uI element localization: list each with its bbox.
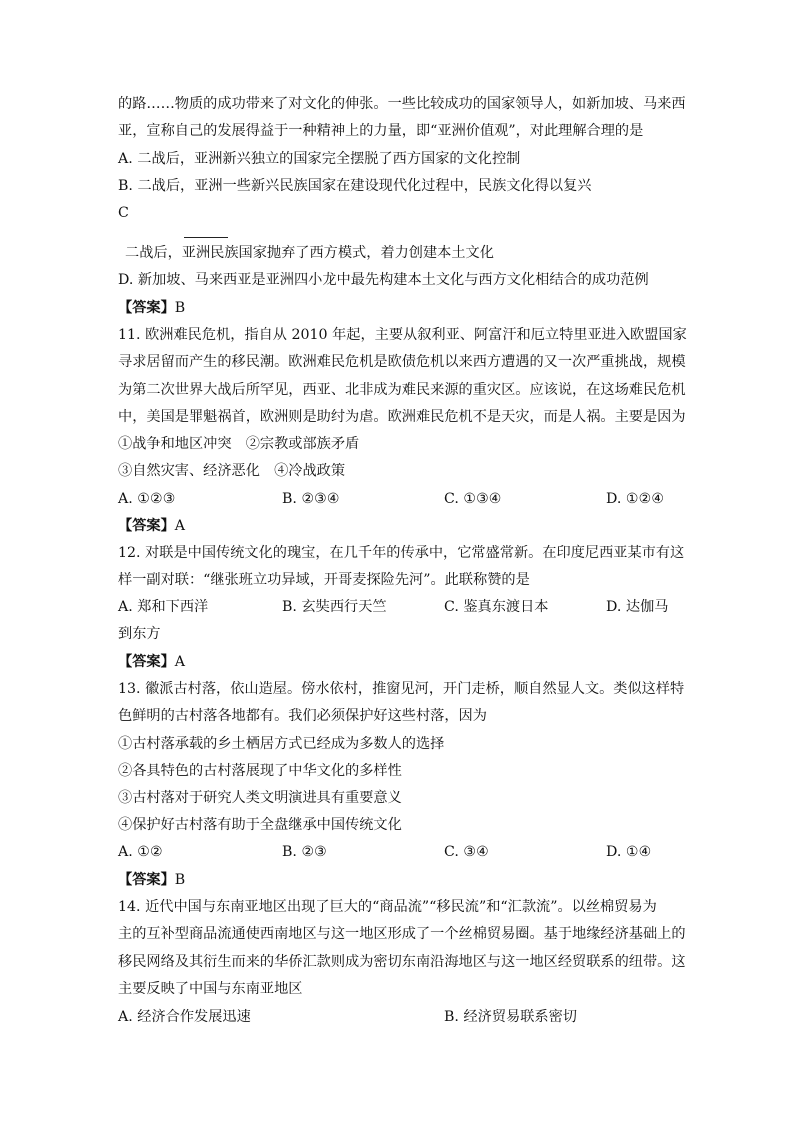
q11-option-b: B. ②③④ [282, 491, 340, 507]
q13-stem-line-2: 色鲜明的古村落各地都有。我们必须保护好这些村落，因为 [118, 708, 487, 724]
q11-item-line-1: ①战争和地区冲突 ②宗教或部族矛盾 [118, 436, 360, 452]
q10-answer [118, 298, 185, 318]
q11-option-d: D. ①②④ [606, 491, 665, 507]
q14-stem-line-3: 移民网络及其衍生而来的华侨汇款则成为密切东南沿海地区与这一地区经贸联系的纽带。这 [118, 954, 686, 970]
q13-stem-line-1: 13. 徽派古村落，依山造屋。傍水依村，推窗见河，开门走桥，顺自然显人文。类似这样特 [118, 681, 685, 697]
q10-option-c-text: 二战后，亚洲民族国家抛弃了西方模式，着力创建本土文化 [125, 245, 494, 261]
q14-option-b: B. 经济贸易联系密切 [444, 1009, 577, 1025]
q12-option-b: B. 玄奘西行天竺 [282, 599, 387, 615]
answer-label: 【答案】 [118, 654, 175, 670]
q12-option-d-continued: 到东方 [118, 626, 161, 642]
q10-option-d: D. 新加坡、马来西亚是亚洲四小龙中最先构建本土文化与西方文化相结合的成功范例 [118, 272, 649, 288]
answer-value: A [174, 518, 186, 534]
q11-stem-line-2: 寻求居留而产生的移民潮。欧洲难民危机是欧债危机以来西方遭遇的又一次严重挑战，规模 [118, 354, 686, 370]
q11-stem-line-4: 中，美国是罪魁祸首，欧洲则是助纣为虐。欧洲难民危机不是天灾，而是人祸。主要是因为 [118, 409, 686, 425]
q12-option-c: C. 鉴真东渡日本 [444, 599, 549, 615]
answer-label: 【答案】 [118, 300, 175, 316]
answer-value: A [174, 654, 186, 670]
q13-option-d: D. ①④ [606, 844, 652, 860]
q12-answer [118, 652, 185, 672]
answer-label: 【答案】 [118, 872, 175, 888]
q10-option-c-underline [184, 237, 228, 238]
q14-option-a: A. 经济合作发展迅速 [118, 1009, 251, 1025]
q12-option-a: A. 郑和下西洋 [118, 599, 209, 615]
q14-stem-line-1: 14. 近代中国与东南亚地区出现了巨大的“商品流”“移民流”和“汇款流”。以丝棉贸易为 [118, 899, 657, 915]
q13-option-c: C. ③④ [444, 844, 489, 860]
answer-value: B [174, 300, 186, 316]
q10-stem-line-2: 亚，宣称自己的发展得益于一种精神上的力量，即“亚洲价值观”，对此理解合理的是 [118, 123, 644, 139]
answer-label: 【答案】 [118, 518, 175, 534]
q13-option-b: B. ②③ [282, 844, 327, 860]
q11-item-line-2: ③自然灾害、经济恶化 ④冷战政策 [118, 463, 346, 479]
q11-stem-line-3: 为第二次世界大战后所罕见，西亚、北非成为难民来源的重灾区。应该说，在这场难民危机 [118, 382, 686, 398]
q13-answer [118, 870, 185, 890]
q10-option-c-letter: C [118, 205, 129, 221]
q12-option-d: D. 达伽马 [606, 599, 669, 615]
q13-option-a: A. ①② [118, 844, 163, 860]
q11-answer [118, 516, 185, 536]
q13-item-4: ④保护好古村落有助于全盘继承中国传统文化 [118, 817, 402, 833]
q13-item-2: ②各具特色的古村落展现了中华文化的多样性 [118, 763, 402, 779]
q11-stem-line-1: 11. 欧洲难民危机，指自从 2010 年起，主要从叙利亚、阿富汗和厄立特里亚进入欧盟国家 [118, 327, 687, 343]
q10-option-a: A. 二战后，亚洲新兴独立的国家完全摆脱了西方国家的文化控制 [118, 151, 521, 167]
q13-item-1: ①古村落承载的乡土栖居方式已经成为多数人的选择 [118, 736, 445, 752]
q13-item-3: ③古村落对于研究人类文明演进具有重要意义 [118, 790, 402, 806]
q10-option-b: B. 二战后，亚洲一些新兴民族国家在建设现代化过程中，民族文化得以复兴 [118, 178, 592, 194]
q11-option-a: A. ①②③ [118, 491, 176, 507]
q11-option-c: C. ①③④ [444, 491, 502, 507]
q12-stem-line-2: 样一副对联：“继张班立功异域，开哥麦探险先河”。此联称赞的是 [118, 572, 530, 588]
q10-stem-line-1: 的路……物质的成功带来了对文化的伸张。一些比较成功的国家领导人，如新加坡、马来西 [118, 96, 686, 112]
q14-stem-line-4: 主要反映了中国与东南亚地区 [118, 981, 303, 997]
q12-stem-line-1: 12. 对联是中国传统文化的瑰宝，在几千年的传承中，它常盛常新。在印度尼西亚某市有这 [118, 545, 685, 561]
answer-value: B [174, 872, 186, 888]
q14-stem-line-2: 主的互补型商品流通使西南地区与这一地区形成了一个丝棉贸易圈。基于地缘经济基础上的 [118, 926, 686, 942]
